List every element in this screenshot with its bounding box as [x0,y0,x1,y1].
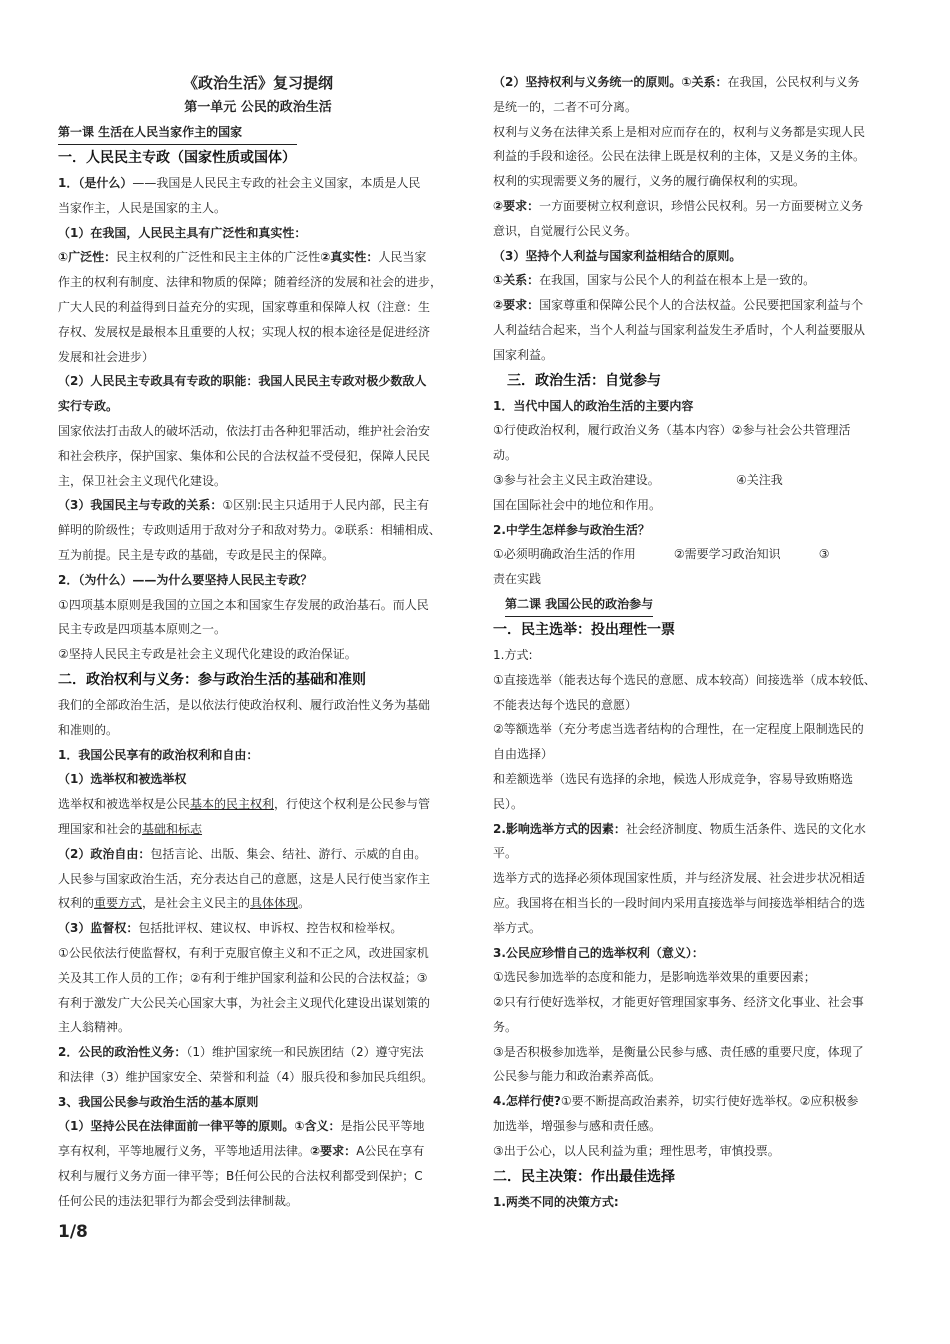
section-heading: 一．民主选举：投出理性一票 [493,621,675,638]
paragraph: ②只有行使好选举权，才能更好管理国家事务、经济文化事业、社会事 [493,995,864,1010]
paragraph: 当家作主，人民是国家的主人。 [58,200,227,215]
paragraph: 民）。 [493,796,524,811]
paragraph: 和社会秩序，保护国家、集体和公民的合法权益不受侵犯，保障人民民 [58,448,431,463]
paragraph: 1.两类不同的决策方式: [493,1194,619,1209]
paragraph: 平。 [493,846,518,861]
unit-title: 第一单元 公民的政治生活 [184,100,332,115]
right-column [493,70,903,1214]
paragraph: 加选举，增强参与感和责任感。 [493,1119,662,1134]
paragraph: ①广泛性：民主权利的广泛性和民主主体的广泛性②真实性：人民当家 [58,250,427,265]
paragraph: 主人翁精神。 [58,1020,131,1035]
paragraph: 鲜明的阶级性；专政则适用于敌对分子和敌对势力。②联系：相辅相成、 [58,523,441,538]
paragraph: 我们的全部政治生活，是以依法行使政治权利、履行政治性义务为基础 [58,697,431,712]
paragraph: ①行使政治权利，履行政治义务（基本内容）②参与社会公共管理活 [493,423,851,438]
paragraph: 关及其工作人员的工作；②有利于维护国家利益和公民的合法权益；③ [58,970,428,985]
paragraph: 人利益结合起来，当个人利益与国家利益发生矛盾时，个人利益要服从 [493,322,866,337]
paragraph: 和差额选举（选民有选择的余地，候选人形成竞争，容易导致贿赂选 [493,771,854,786]
paragraph: 选举方式的选择必须体现国家性质，并与经济发展、社会进步状况相适 [493,871,866,886]
section-heading: 二．民主决策：作出最佳选择 [493,1168,675,1185]
paragraph: 2.中学生怎样参与政治生活？ [493,522,650,537]
paragraph: ①必须明确政治生活的作用 ②需要学习政治知识 ③ [493,547,830,562]
paragraph: 有利于激发广大公民关心国家大事，为社会主义现代化建设出谋划策的 [58,995,431,1010]
paragraph: 1.方式: [493,647,533,662]
lesson-heading: 第二课 我国公民的政治参与 [493,592,903,617]
paragraph: 3、我国公民参与政治生活的基本原则 [58,1094,259,1109]
paragraph: 实行专政。 [58,399,119,414]
paragraph: 3.公民应珍惜自己的选举权利（意义）： [493,945,704,960]
paragraph: 人民参与国家政治生活，充分表达自己的意愿，这是人民行使当家作主 [58,871,431,886]
page-number: 1/8 [58,1222,88,1242]
paragraph: 民主专政是四项基本原则之一。 [58,622,227,637]
paragraph: 选举权和被选举权是公民基本的民主权利，行使这个权利是公民参与管 [58,797,431,812]
section-heading: 一．人民民主专政（国家性质或国体） [58,150,296,166]
paragraph: 4.怎样行使?①要不断提高政治素养，切实行使好选举权。②应积极参 [493,1094,859,1109]
paragraph: 责在实践 [493,572,542,587]
section-heading: 二．政治权利与义务：参与政治生活的基础和准则 [58,671,366,688]
paragraph: （2）坚持权利与义务统一的原则。①关系：在我国，公民权利与义务 [493,75,860,89]
paragraph: ②要求：国家尊重和保障公民个人的合法权益。公民要把国家利益与个 [493,298,864,313]
paragraph: （1）坚持公民在法律面前一律平等的原则。①含义：是指公民平等地 [58,1119,425,1134]
paragraph: 权利与履行义务方面一律平等；B任何公民的合法权利都受到保护；C [58,1169,423,1184]
paragraph: 举方式。 [493,920,542,935]
paragraph: 国在国际社会中的地位和作用。 [493,497,662,512]
paragraph: 务。 [493,1019,518,1034]
paragraph: 1．当代中国人的政治生活的主要内容 [493,398,694,413]
paragraph: 1．我国公民享有的政治权利和自由： [58,747,259,762]
paragraph: ①选民参加选举的态度和能力，是影响选举效果的重要因素； [493,970,816,985]
paragraph: （2）人民民主专政具有专政的职能：我国人民民主专政对极少数敌人 [58,374,427,389]
paragraph: 发展和社会进步） [58,349,155,364]
paragraph: 国家依法打击敌人的破坏活动，依法打击各种犯罪活动，维护社会治安 [58,423,431,438]
lesson-heading: 第一课 生活在人民当家作主的国家 [58,120,458,145]
paragraph: （3）我国民主与专政的关系：①区别:民主只适用于人民内部，民主有 [58,498,430,513]
paragraph: 存权、发展权是最根本且重要的人权；实现人权的根本途径是促进经济 [58,324,431,339]
paragraph: 互为前提。民主是专政的基础，专政是民主的保障。 [58,547,335,562]
paragraph: （1）在我国，人民民主具有广泛性和真实性： [58,225,307,240]
paragraph: 国家利益。 [493,347,554,362]
section-heading: 三．政治生活：自觉参与 [507,372,661,389]
paragraph: 主，保卫社会主义现代化建设。 [58,473,227,488]
paragraph: 2.影响选举方式的因素：社会经济制度、物质生活条件、选民的文化水 [493,821,866,836]
paragraph: 公民参与能力和政治素养高低。 [493,1069,662,1084]
paragraph: 享有权利，平等地履行义务，平等地适用法律。②要求：A公民在享有 [58,1144,425,1159]
paragraph: ③参与社会主义民主政治建设。 ④关注我 [493,472,783,487]
paragraph: 动。 [493,448,518,463]
paragraph: 理国家和社会的基础和标志 [58,821,203,836]
paragraph: 权利的实现需要义务的履行，义务的履行确保权利的实现。 [493,174,806,189]
document-title: 《政治生活》复习提纲 [182,74,333,92]
paragraph: 权利的重要方式，是社会主义民主的具体体现。 [58,896,311,911]
paragraph: 不能表达每个选民的意愿） [493,697,638,712]
paragraph: 自由选择） [493,747,554,762]
paragraph: ①四项基本原则是我国的立国之本和国家生存发展的政治基石。而人民 [58,597,429,612]
paragraph: 应。我国将在相当长的一段时间内采用直接选举与间接选举相结合的选 [493,895,866,910]
paragraph: 作主的权利有制度、法律和物质的保障；随着经济的发展和社会的进步， [58,275,443,290]
paragraph: ③出于公心，以人民利益为重；理性思考，审慎投票。 [493,1143,780,1158]
paragraph: 广大人民的利益得到日益充分的实现，国家尊重和保障人权（注意：生 [58,299,431,314]
paragraph: （2）政治自由：包括言论、出版、集会、结社、游行、示威的自由。 [58,846,427,861]
paragraph: ③是否积极参加选举，是衡量公民参与感、责任感的重要尺度，体现了 [493,1044,864,1059]
paragraph: 2．（为什么）——为什么要坚持人民民主专政？ [58,572,313,587]
paragraph: ②坚持人民民主专政是社会主义现代化建设的政治保证。 [58,647,357,662]
paragraph: 利益的手段和途径。公民在法律上既是权利的主体，又是义务的主体。 [493,149,866,164]
paragraph: 任何公民的违法犯罪行为都会受到法律制裁。 [58,1193,299,1208]
paragraph: 和准则的。 [58,722,119,737]
left-column [58,70,458,1214]
paragraph: 是统一的，二者不可分离。 [493,99,638,114]
paragraph: 1．（是什么）——我国是人民民主专政的社会主义国家，本质是人民 [58,176,421,190]
paragraph: 意识，自觉履行公民义务。 [493,223,638,238]
paragraph: 和法律（3）维护国家安全、荣誉和利益（4）服兵役和参加民兵组织。 [58,1069,434,1084]
paragraph: ②等额选举（充分考虑当选者结构的合理性，在一定程度上限制选民的 [493,722,864,737]
paragraph: 权利与义务在法律关系上是相对应而存在的，权利与义务都是实现人民 [493,124,866,139]
paragraph: （3）坚持个人利益与国家利益相结合的原则。 [493,248,742,263]
paragraph: ①公民依法行使监督权，有利于克服官僚主义和不正之风，改进国家机 [58,945,429,960]
paragraph: （1）选举权和被选举权 [58,772,187,787]
paragraph: ①关系：在我国，国家与公民个人的利益在根本上是一致的。 [493,273,816,288]
paragraph: ②要求：一方面要树立权利意识，珍惜公民权利。另一方面要树立义务 [493,198,864,213]
paragraph: （3）监督权：包括批评权、建议权、申诉权、控告权和检举权。 [58,921,403,936]
paragraph: 2．公民的政治性义务：（1）维护国家统一和民族团结（2）遵守宪法 [58,1045,424,1060]
paragraph: ①直接选举（能表达每个选民的意愿、成本较高）间接选举（成本较低、 [493,672,876,687]
